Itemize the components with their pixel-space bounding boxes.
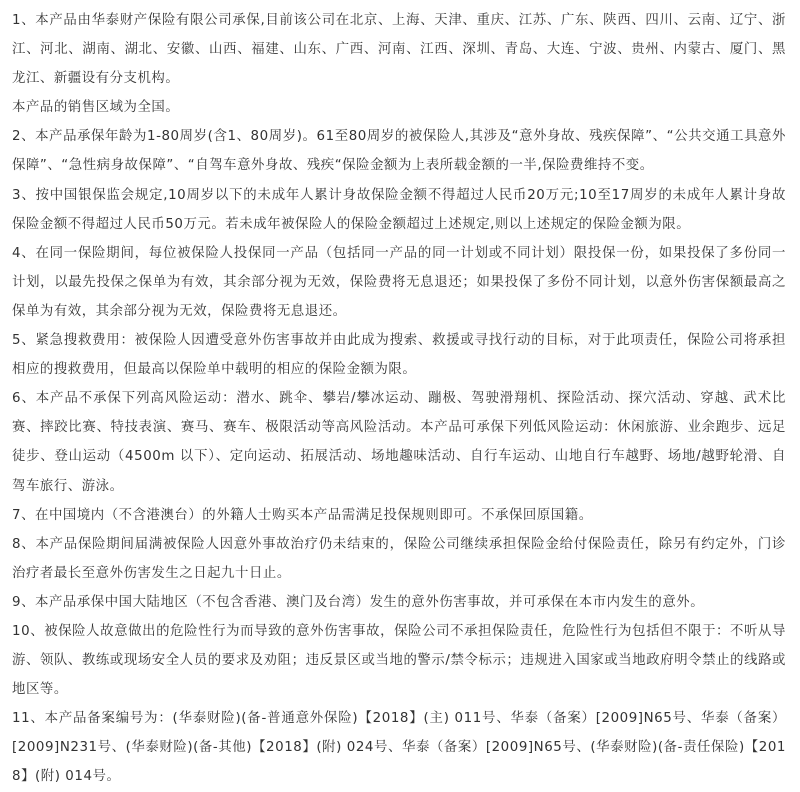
clause-5: 5、紧急搜救费用：被保险人因遭受意外伤害事故并由此成为搜索、救援或寻找行动的目标，对于此项责任，保险公司将承担相应的搜救费用，但最高以保险单中载明的相应的保险金额为限。	[12, 333, 786, 378]
clause-11: 11、本产品备案编号为：(华泰财险)(备-普通意外保险)【2018】(主) 011号、华泰（备案）[2009]N65号、华泰（备案）[2009]N231号、(华泰财险)(备-其他)【2018】(附) 024号、华泰（备案）[2009]N65号、(华泰财险)(备-责任保险)【2018】(附) 014号。	[12, 711, 786, 785]
clause-1: 1、本产品由华泰财产保险有限公司承保,目前该公司在北京、上海、天津、重庆、江苏、广东、陕西、四川、云南、辽宁、浙江、河北、湖南、湖北、安徽、山西、福建、山东、广西、河南、江西、深圳、青岛、大连、宁波、贵州、内蒙古、厦门、黑龙江、新疆设有分支机构。	[12, 13, 786, 87]
clause-3: 3、按中国银保监会规定,10周岁以下的未成年人累计身故保险金额不得超过人民币20万元;10至17周岁的未成年人累计身故保险金额不得超过人民币50万元。若未成年被保险人的保险金额超过上述规定,则以上述规定的保险金额为限。	[12, 187, 786, 232]
clause-4: 4、在同一保险期间，每位被保险人投保同一产品（包括同一产品的同一计划或不同计划）限投保一份，如果投保了多份同一计划，以最先投保之保单为有效，其余部分视为无效，保险费将无息退还；如果投保了多份不同计划，以意外伤害保额最高之保单为有效，其余部分视为无效，保险费将无息退还。	[12, 245, 786, 319]
clause-9: 9、本产品承保中国大陆地区（不包含香港、澳门及台湾）发生的意外伤害事故，并可承保在本市内发生的意外。	[12, 594, 705, 610]
clause-7: 7、在中国境内（不含港澳台）的外籍人士购买本产品需满足投保规则即可。不承保回原国籍。	[12, 507, 593, 523]
clause-10: 10、被保险人故意做出的危险性行为而导致的意外伤害事故，保险公司不承担保险责任，危险性行为包括但不限于：不听从导游、领队、教练或现场安全人员的要求及劝阻；违反景区或当地的警示/禁令标示；违规进入国家或当地政府明令禁止的线路或地区等。	[12, 623, 786, 698]
clause-8: 8、本产品保险期间届满被保险人因意外事故治疗仍未结束的，保险公司继续承担保险金给付保险责任，除另有约定外，门诊治疗者最长至意外伤害发生之日起九十日止。	[12, 536, 786, 581]
clause-2: 2、本产品承保年龄为1-80周岁(含1、80周岁)。61至80周岁的被保险人,其涉及“意外身故、残疾保障”、“公共交通工具意外保障”、“急性病身故保障”、“自驾车意外身故、残疾“保险金额为上表所载金额的一半,保险费维持不变。	[12, 129, 786, 174]
clause-6: 6、本产品不承保下列高风险运动：潜水、跳伞、攀岩/攀冰运动、蹦极、驾驶滑翔机、探险活动、探穴活动、穿越、武术比赛、摔跤比赛、特技表演、赛马、赛车、极限活动等高风险活动。本产品可承保下列低风险运动：休闲旅游、业余跑步、远足徒步、登山运动（4500m 以下）、定向运动、拓展活动、场地趣味活动、自行车运动、山地自行车越野、场地/越野轮滑、自驾车旅行、游泳。	[12, 391, 786, 494]
clause-1-sales-region: 本产品的销售区域为全国。	[12, 100, 180, 116]
